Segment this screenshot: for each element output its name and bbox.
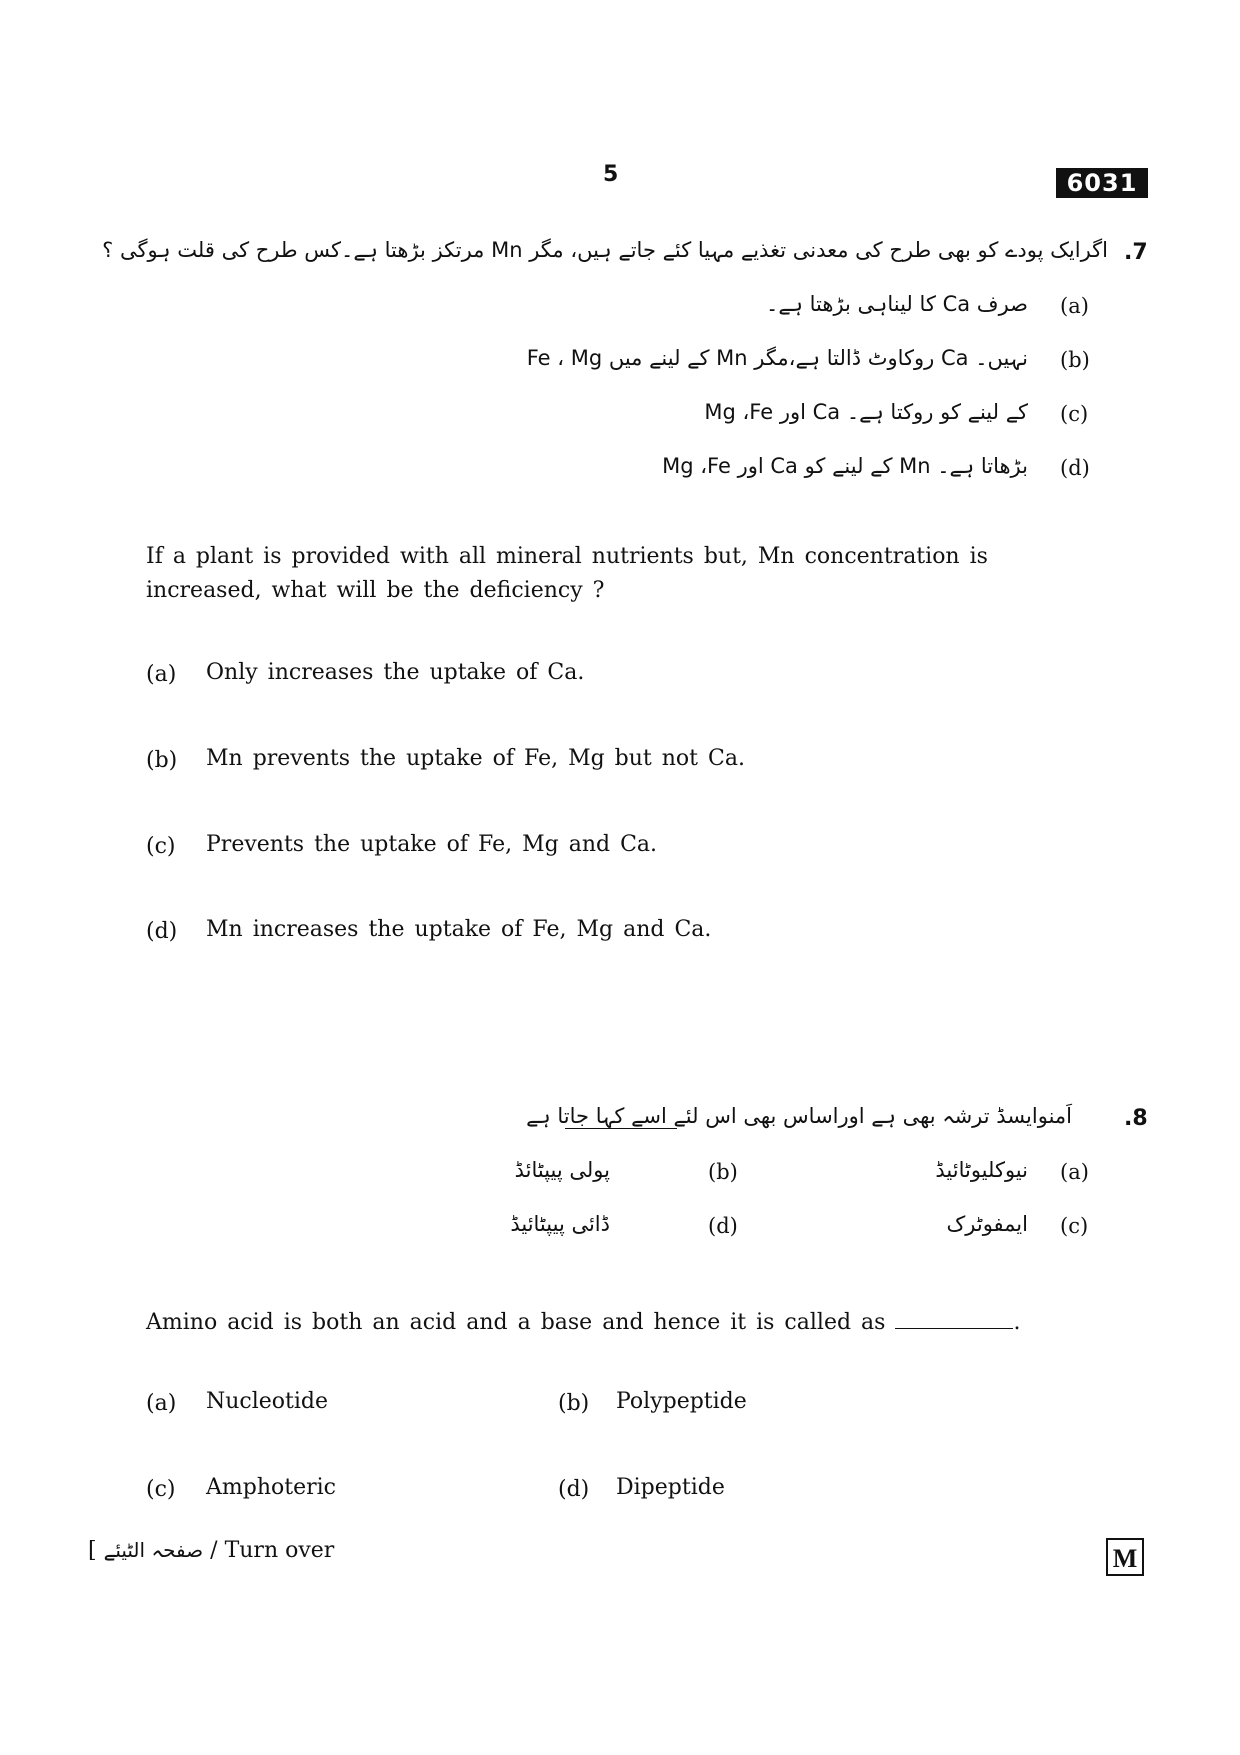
question-7-number: .7 — [1124, 240, 1148, 265]
q7-option-b-text: Mn prevents the uptake of Fe, Mg but not Ca. — [206, 746, 745, 771]
page-number: 5 — [603, 162, 619, 187]
q8-option-b-label: (b) — [558, 1391, 590, 1416]
q7-option-a-text: Only increases the uptake of Ca. — [206, 660, 585, 685]
question-8-number: .8 — [1124, 1106, 1148, 1131]
question-8-english-text — [146, 1306, 1020, 1340]
q8-option-a-label: (a) — [146, 1391, 177, 1416]
m-stamp-box: M — [1106, 1538, 1144, 1576]
q7-option-a-label: (a) — [146, 662, 177, 687]
footer-separator: / — [210, 1538, 218, 1563]
q7-urdu-option-c-label: (c) — [1060, 402, 1089, 426]
q8-option-b-text: Polypeptide — [616, 1389, 747, 1414]
q8-urdu-option-c-label: (c) — [1060, 1214, 1089, 1238]
q8-english-blank-line — [895, 1328, 1013, 1329]
q8-urdu-option-b-label: (b) — [708, 1160, 738, 1184]
question-7-english-text: If a plant is provided with all mineral nutrients but, Mn concentration is increased, what will be the deficiency ? — [146, 544, 988, 603]
q8-urdu-option-c: ایمفوٹرک — [946, 1212, 1028, 1236]
q7-option-d-text: Mn increases the uptake of Fe, Mg and Ca. — [206, 917, 712, 942]
q7-urdu-option-a: صرف Ca کا لیناہی بڑھتا ہے۔ — [766, 292, 1028, 316]
turn-over-footer — [88, 1538, 334, 1563]
q8-urdu-option-b: پولی پیپٹائڈ — [514, 1158, 610, 1182]
q8-english-question-end: . — [1013, 1310, 1021, 1335]
footer-urdu-turn-over: صفحہ الٹیئے — [103, 1538, 204, 1562]
q8-option-a-text: Nucleotide — [206, 1389, 329, 1414]
q8-urdu-blank-line — [565, 1128, 677, 1129]
q7-option-c-label: (c) — [146, 834, 176, 859]
q8-option-d-text: Dipeptide — [616, 1475, 725, 1500]
q7-urdu-option-a-label: (a) — [1060, 294, 1089, 318]
q7-urdu-option-b: Fe ، Mg کے لینے میں Mn روکاوٹ ڈالتا ہے،مگر Ca نہیں۔ — [526, 346, 1028, 370]
q8-option-c-text: Amphoteric — [206, 1475, 336, 1500]
q8-urdu-option-d: ڈائی پیپٹائیڈ — [510, 1212, 610, 1236]
question-7-urdu-text: اگرایک پودے کو بھی طرح کی معدنی تغذیے مہیا کئے جاتے ہیں، مگر Mn مرتکز بڑھتا ہے۔کس طرح کی قلت ہوگی ؟ — [102, 238, 1108, 262]
q8-urdu-option-a: نیوکلیوٹائیڈ — [935, 1158, 1028, 1182]
q7-option-c-text: Prevents the uptake of Fe, Mg and Ca. — [206, 832, 658, 857]
footer-turn-over: Turn over — [224, 1538, 335, 1563]
q7-urdu-option-d-label: (d) — [1060, 456, 1090, 480]
q7-urdu-option-d: Mg ،Fe اور Ca کے لینے کو Mn بڑھاتا ہے۔ — [662, 454, 1028, 478]
q8-option-c-label: (c) — [146, 1477, 176, 1502]
q7-urdu-option-b-label: (b) — [1060, 348, 1090, 372]
footer-bracket: [ — [88, 1538, 97, 1563]
q8-english-question: Amino acid is both an acid and a base and hence it is called as — [146, 1310, 886, 1335]
q7-urdu-option-c: Mg ،Fe اور Ca کے لینے کو روکتا ہے۔ — [704, 400, 1028, 424]
q8-option-d-label: (d) — [558, 1477, 590, 1502]
q7-option-b-label: (b) — [146, 748, 178, 773]
q8-urdu-option-a-label: (a) — [1060, 1160, 1089, 1184]
q8-urdu-option-d-label: (d) — [708, 1214, 738, 1238]
paper-code-badge: 6031 — [1056, 168, 1148, 198]
question-8-urdu-text: اَمنوایسڈ ترشہ بھی ہے اوراساس بھی اس لئے اسے کہا جاتا ہے — [526, 1104, 1072, 1128]
q7-option-d-label: (d) — [146, 919, 178, 944]
